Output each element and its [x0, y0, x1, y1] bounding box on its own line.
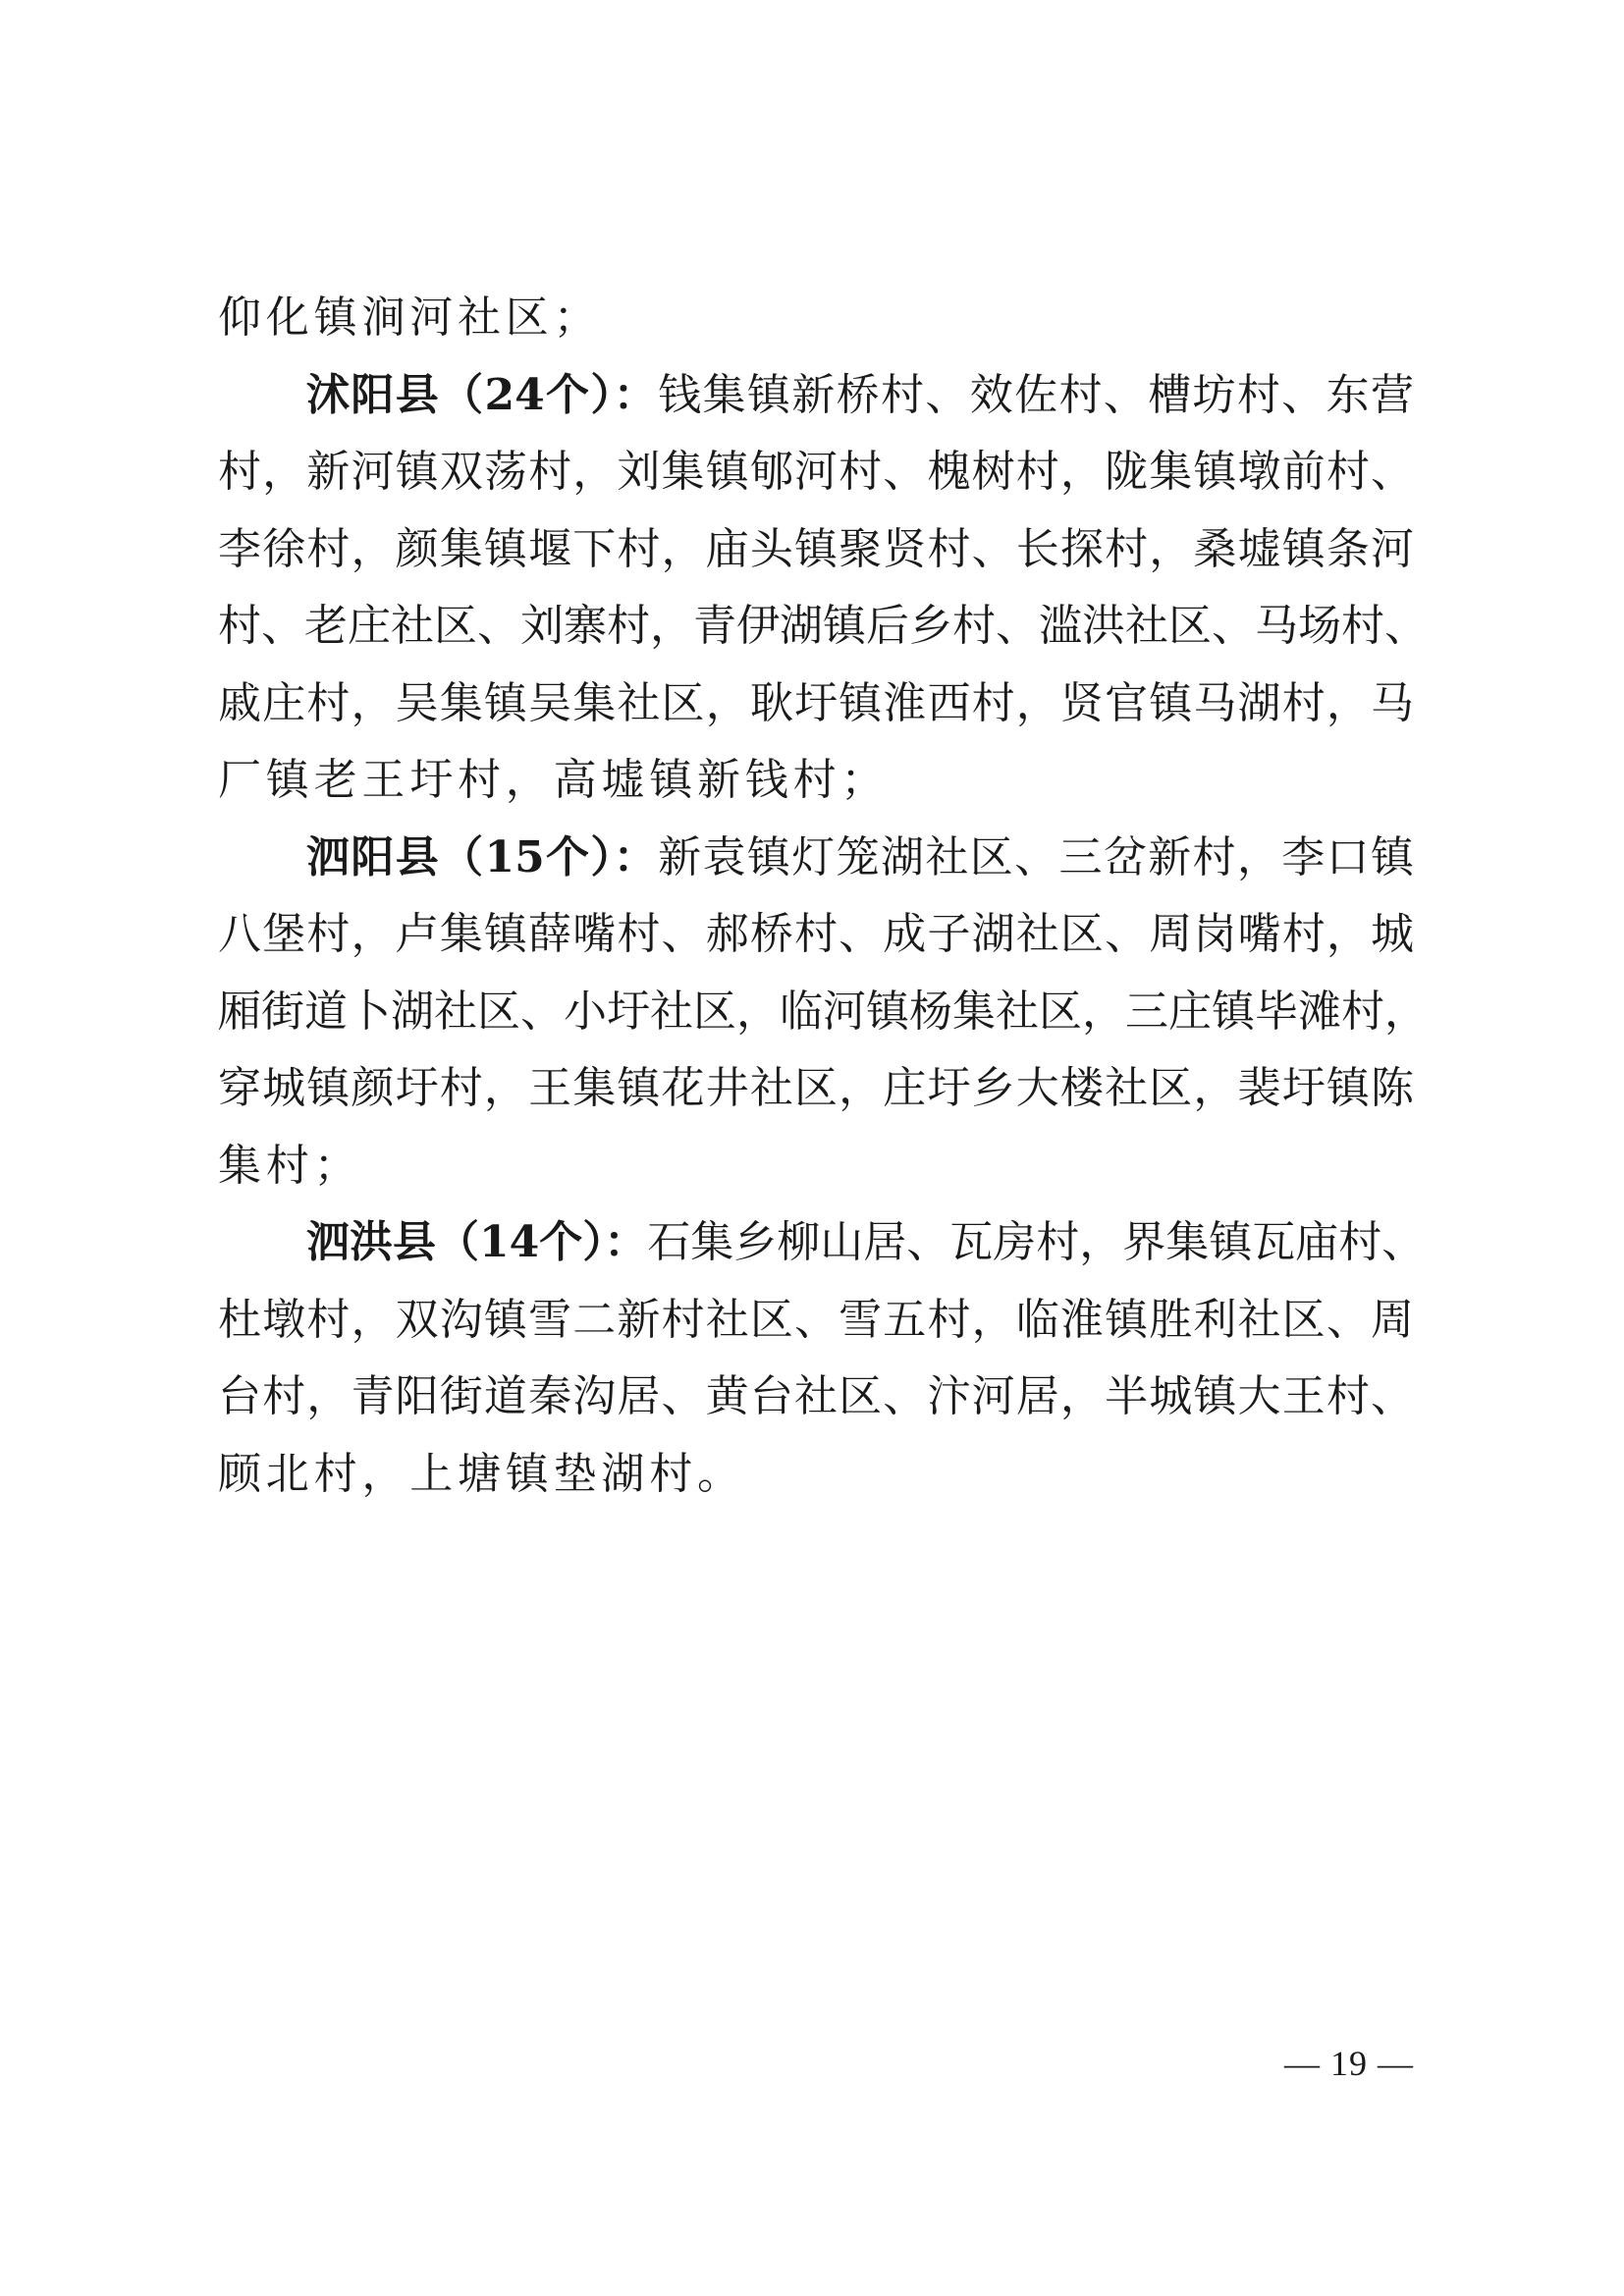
text-line — [218, 974, 1428, 1051]
line-text: 石集乡柳山居、瓦房村，界集镇瓦庙村、 — [647, 1217, 1426, 1267]
text-line — [218, 896, 1414, 974]
line-text: 村，新河镇双荡村，刘集镇郇河村、槐树村，陇集镇墩前村、 — [218, 447, 1414, 497]
text-line — [218, 588, 1428, 666]
line-text: 李徐村，颜集镇堰下村，庙头镇聚贤村、长探村，桑墟镇条河 — [218, 523, 1414, 574]
text-line — [218, 1282, 1414, 1360]
line-text: 仰化镇涧河社区； — [218, 293, 602, 343]
text-line — [218, 666, 1414, 743]
text-line — [218, 1436, 1414, 1514]
section-heading-line-shuyang — [218, 357, 1414, 435]
section-heading-line-siyang — [218, 820, 1414, 897]
text-line — [218, 434, 1414, 511]
line-text: 村、老庄社区、刘寨村，青伊湖镇后乡村、滥洪社区、马场村、 — [218, 601, 1428, 651]
line-text: 集村； — [218, 1140, 362, 1191]
line-text: 戚庄村，吴集镇吴集社区，耿圩镇淮西村，贤官镇马湖村，马 — [218, 677, 1414, 728]
line-text: 新袁镇灯笼湖社区、三岔新村，李口镇 — [658, 831, 1414, 882]
text-line — [218, 1128, 1414, 1205]
text-line — [218, 1050, 1414, 1128]
line-text: 八堡村，卢集镇薛嘴村、郝桥村、成子湖社区、周岗嘴村，城 — [218, 909, 1414, 959]
line-text: 穿城镇颜圩村，王集镇花井社区，庄圩乡大楼社区，裴圩镇陈 — [218, 1063, 1414, 1113]
line-text: 顾北村，上塘镇垫湖村。 — [218, 1448, 745, 1499]
section-heading-line-sihong — [218, 1204, 1426, 1282]
line-text: 钱集镇新桥村、效佐村、槽坊村、东营 — [658, 369, 1414, 420]
text-line — [218, 1359, 1414, 1436]
county-heading-sihong: 泗洪县（14个）： — [306, 1217, 648, 1267]
line-text: 厂镇老王圩村，高墟镇新钱村； — [218, 755, 890, 805]
county-heading-shuyang: 沭阳县（24个）： — [306, 369, 659, 420]
document-body — [218, 280, 1428, 1513]
county-heading-siyang: 泗阳县（15个）： — [306, 831, 659, 882]
text-line — [218, 280, 1414, 357]
text-line — [218, 511, 1414, 589]
page-number: — 19 — — [1284, 2044, 1414, 2083]
text-line — [218, 742, 1414, 820]
line-text: 厢街道卜湖社区、小圩社区，临河镇杨集社区，三庄镇毕滩村， — [218, 986, 1428, 1037]
line-text: 杜墩村，双沟镇雪二新村社区、雪五村，临淮镇胜利社区、周 — [218, 1294, 1414, 1345]
line-text: 台村，青阳街道秦沟居、黄台社区、汴河居，半城镇大王村、 — [218, 1371, 1414, 1421]
